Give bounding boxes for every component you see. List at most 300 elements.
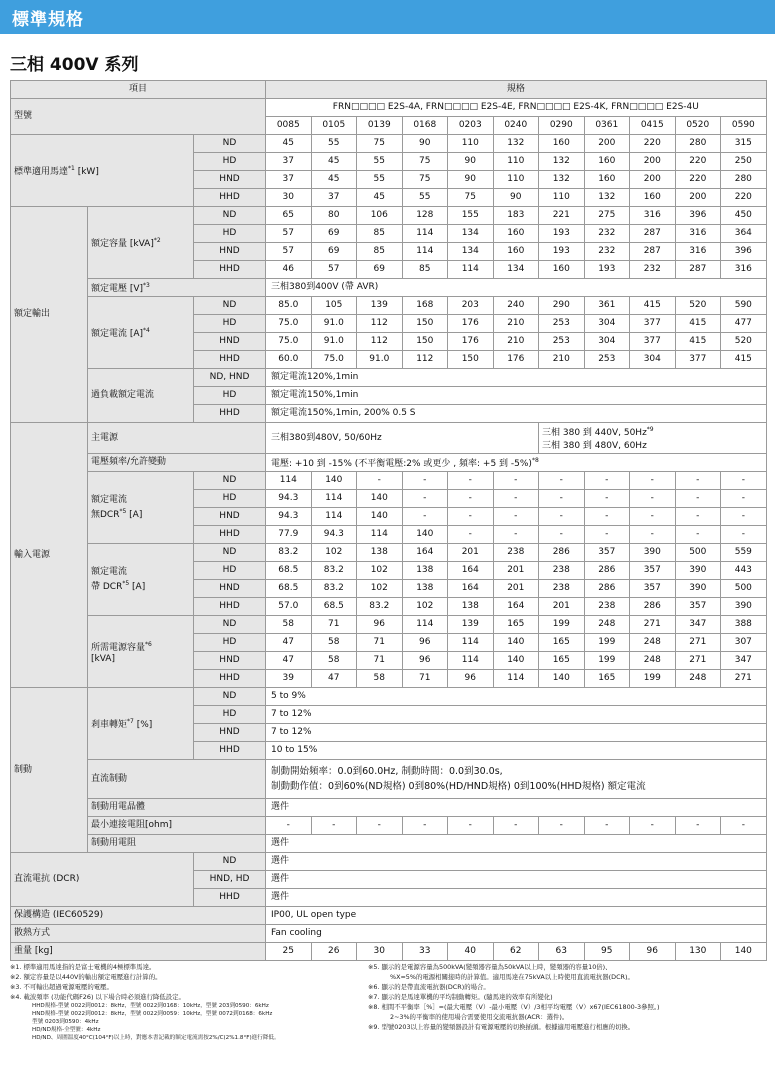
table-cell: - (584, 472, 630, 490)
table-cell: 65 (266, 207, 312, 225)
duty-label: HND (194, 724, 266, 742)
duty-label: HHD (194, 351, 266, 369)
table-cell: 280 (675, 135, 721, 153)
protection-label: 保護構造 (IEC60529) (11, 907, 266, 925)
table-cell: 232 (584, 225, 630, 243)
table-cell: 114 (448, 261, 494, 279)
table-cell: 110 (448, 135, 494, 153)
table-cell: - (493, 472, 539, 490)
weight-label: 重量 [kg] (11, 943, 266, 961)
spec-header: 規格 (266, 81, 767, 99)
overload-hd: 額定電流150%,1min (266, 387, 767, 405)
table-cell: - (357, 817, 403, 835)
table-cell: 102 (357, 562, 403, 580)
duty-label: HND (194, 243, 266, 261)
table-cell: 210 (493, 315, 539, 333)
table-cell: 47 (266, 634, 312, 652)
table-cell: 415 (675, 333, 721, 351)
table-cell: 238 (493, 544, 539, 562)
table-cell: 220 (630, 135, 676, 153)
duty-label: ND (194, 688, 266, 706)
table-cell: 47 (266, 652, 312, 670)
table-cell: 71 (357, 634, 403, 652)
table-cell: - (539, 817, 585, 835)
table-cell: 390 (675, 562, 721, 580)
table-cell: 176 (448, 333, 494, 351)
table-cell: 83.2 (311, 562, 357, 580)
table-cell: 40 (448, 943, 494, 961)
spec-table (10, 80, 767, 961)
duty-label: HHD (194, 261, 266, 279)
table-cell: 132 (539, 153, 585, 171)
dc-braking-label: 直流制動 (88, 760, 266, 799)
protection-value: IP00, UL open type (266, 907, 767, 925)
overload-hhd: 額定電流150%,1min, 200% 0.5 S (266, 405, 767, 423)
req-capacity-label: 所需電源容量$^{*6}$ [kVA] (88, 616, 194, 688)
table-cell: 590 (721, 297, 767, 315)
note-4: ※4. 載波頻率 (功能代碼F26) 以下場合時必須進行降低設定。 (10, 993, 185, 1001)
table-cell: - (630, 472, 676, 490)
table-cell: - (402, 472, 448, 490)
table-cell: 396 (721, 243, 767, 261)
table-cell: 58 (357, 670, 403, 688)
table-cell: 559 (721, 544, 767, 562)
table-cell: 39 (266, 670, 312, 688)
table-cell: 57 (311, 261, 357, 279)
table-cell: 132 (584, 189, 630, 207)
table-cell: 37 (266, 153, 312, 171)
table-cell: 520 (721, 333, 767, 351)
table-cell: 164 (448, 580, 494, 598)
table-cell: 33 (402, 943, 448, 961)
table-cell: 443 (721, 562, 767, 580)
table-cell: 520 (675, 297, 721, 315)
table-cell: 183 (493, 207, 539, 225)
brake-torque-nd: 5 to 9% (266, 688, 767, 706)
duty-label: HND (194, 652, 266, 670)
table-cell: 112 (357, 333, 403, 351)
table-cell: 138 (448, 598, 494, 616)
table-cell: 60.0 (266, 351, 312, 369)
table-cell: 176 (493, 351, 539, 369)
table-cell: 390 (675, 580, 721, 598)
footnotes-right (368, 962, 768, 1032)
table-cell: 37 (311, 189, 357, 207)
table-cell: 94.3 (266, 490, 312, 508)
table-cell: 85 (357, 243, 403, 261)
table-cell: - (584, 490, 630, 508)
duty-label: HHD (194, 889, 266, 907)
table-cell: 304 (584, 315, 630, 333)
table-cell: 102 (357, 580, 403, 598)
table-cell: 388 (721, 616, 767, 634)
table-cell: 114 (493, 670, 539, 688)
table-cell: 62 (493, 943, 539, 961)
duty-label: HD (194, 562, 266, 580)
table-cell: 390 (630, 544, 676, 562)
series-title: 三相 400V 系列 (10, 55, 139, 75)
table-cell: 238 (539, 580, 585, 598)
note-4-line: HHD規格-型號 0022到0012：8kHz，型號 0022到0168：10kHz，型號 203到0590：6kHz (32, 1003, 269, 1009)
table-cell: 200 (630, 153, 676, 171)
table-cell: - (675, 526, 721, 544)
duty-label: ND, HND (194, 369, 266, 387)
table-cell: 200 (584, 135, 630, 153)
table-cell: 220 (721, 189, 767, 207)
table-cell: 203 (448, 297, 494, 315)
table-cell: 160 (539, 261, 585, 279)
note-5-line: %X=5%的電源相關接時的計算值。適用馬達在75kVA以上時使用直流電抗器(DCR)。 (390, 973, 634, 981)
table-cell: - (266, 817, 312, 835)
table-cell: - (493, 817, 539, 835)
table-cell: 75 (402, 153, 448, 171)
table-cell: - (539, 472, 585, 490)
table-cell: 90 (448, 153, 494, 171)
duty-label: HD (194, 706, 266, 724)
table-cell: 91.0 (357, 351, 403, 369)
table-cell: 102 (402, 598, 448, 616)
overload-label: 過負載額定電流 (88, 369, 194, 423)
table-cell: - (402, 490, 448, 508)
table-cell: 364 (721, 225, 767, 243)
table-cell: 57 (266, 225, 312, 243)
table-cell: 280 (721, 171, 767, 189)
table-cell: 160 (539, 135, 585, 153)
table-cell: 45 (311, 171, 357, 189)
main-power-label: 主電源 (88, 423, 266, 454)
table-cell: 315 (721, 135, 767, 153)
table-cell: - (539, 526, 585, 544)
table-cell: 199 (584, 634, 630, 652)
table-cell: 96 (448, 670, 494, 688)
table-cell: 240 (493, 297, 539, 315)
table-cell: 75 (357, 135, 403, 153)
table-cell: - (721, 508, 767, 526)
table-cell: 90 (402, 135, 448, 153)
table-cell: 114 (357, 526, 403, 544)
table-cell: 193 (584, 261, 630, 279)
table-cell: 134 (493, 261, 539, 279)
table-cell: - (721, 472, 767, 490)
table-cell: 75.0 (266, 315, 312, 333)
rated-output-label: 額定輸出 (11, 207, 88, 423)
table-cell: 138 (402, 562, 448, 580)
table-cell: - (630, 508, 676, 526)
table-cell: 90 (448, 171, 494, 189)
table-cell: 0168 (402, 117, 448, 135)
table-cell: 193 (539, 243, 585, 261)
table-cell: 165 (493, 616, 539, 634)
table-cell: 253 (584, 351, 630, 369)
table-cell: 286 (584, 580, 630, 598)
table-cell: 105 (311, 297, 357, 315)
table-cell: 165 (539, 634, 585, 652)
table-cell: 71 (402, 670, 448, 688)
model-series: FRN□□□□ E2S-4A, FRN□□□□ E2S-4E, FRN□□□□ E2S-4K, FRN□□□□ E2S-4U (266, 99, 767, 117)
table-cell: 150 (448, 351, 494, 369)
table-cell: 357 (675, 598, 721, 616)
table-cell: 271 (675, 634, 721, 652)
table-cell: 390 (721, 598, 767, 616)
table-cell: 30 (357, 943, 403, 961)
table-cell: 220 (675, 171, 721, 189)
table-cell: - (584, 508, 630, 526)
std-motor-label: 標準適用馬達$^{*1}$ [kW] (11, 135, 194, 207)
table-cell: 377 (630, 333, 676, 351)
table-cell: 96 (402, 652, 448, 670)
table-cell: 164 (448, 562, 494, 580)
table-cell: 71 (357, 652, 403, 670)
table-cell: - (357, 472, 403, 490)
table-cell: 238 (584, 598, 630, 616)
table-cell: - (584, 817, 630, 835)
table-cell: 0240 (493, 117, 539, 135)
table-cell: 271 (630, 616, 676, 634)
table-cell: 45 (266, 135, 312, 153)
table-cell: 112 (402, 351, 448, 369)
table-cell: 377 (675, 351, 721, 369)
table-cell: - (584, 526, 630, 544)
table-cell: 75 (402, 171, 448, 189)
dc-reactor-nd: 選件 (266, 853, 767, 871)
table-cell: 139 (448, 616, 494, 634)
table-cell: 200 (630, 171, 676, 189)
note-8-line: 2~3%的平衡率的使用場合需要使用交流電抗器(ACR：選件)。 (390, 1013, 569, 1021)
table-cell: 287 (630, 243, 676, 261)
table-cell: 232 (630, 261, 676, 279)
table-cell: 275 (584, 207, 630, 225)
table-cell: 193 (539, 225, 585, 243)
table-cell: 91.0 (311, 315, 357, 333)
table-cell: 160 (493, 243, 539, 261)
table-cell: 201 (448, 544, 494, 562)
table-cell: 90 (493, 189, 539, 207)
table-cell: 0520 (675, 117, 721, 135)
duty-label: ND (194, 135, 266, 153)
note-5: ※5. 顯示的是電源容量為500kVA(變頻器容量為50kVA以上時，變頻器的容量10倍)、 (368, 963, 612, 971)
table-cell: 165 (539, 652, 585, 670)
note-8: ※8. 相間不平衡率［%］=(最大電壓（V）-最小電壓（V）/3相平均電壓（V）x67(IEC61800-3參照。) (368, 1003, 660, 1011)
table-cell: 132 (539, 171, 585, 189)
table-cell: 160 (584, 153, 630, 171)
duty-label: HHD (194, 742, 266, 760)
table-cell: 83.2 (266, 544, 312, 562)
brake-resistor-value: 選件 (266, 835, 767, 853)
table-cell: 199 (630, 670, 676, 688)
table-cell: - (675, 472, 721, 490)
duty-label: HND (194, 171, 266, 189)
table-cell: 58 (266, 616, 312, 634)
note-1: ※1. 標準適用馬達指的是富士電機的4極標準馬達。 (10, 963, 156, 971)
duty-label: HD (194, 634, 266, 652)
duty-label: HHD (194, 189, 266, 207)
table-cell: - (448, 472, 494, 490)
table-cell: 248 (630, 652, 676, 670)
table-cell: 140 (357, 508, 403, 526)
table-cell: 57 (266, 243, 312, 261)
table-cell: 168 (402, 297, 448, 315)
brake-torque-hd: 7 to 12% (266, 706, 767, 724)
table-cell: 132 (493, 135, 539, 153)
table-cell: 114 (311, 508, 357, 526)
duty-label: ND (194, 297, 266, 315)
table-cell: 357 (630, 580, 676, 598)
table-cell: 58 (311, 652, 357, 670)
table-cell: - (675, 490, 721, 508)
table-cell: - (675, 508, 721, 526)
table-cell: 75 (448, 189, 494, 207)
table-cell: 0361 (584, 117, 630, 135)
table-cell: 271 (675, 652, 721, 670)
table-cell: 110 (539, 189, 585, 207)
table-cell: 114 (402, 616, 448, 634)
table-cell: - (630, 817, 676, 835)
brake-torque-label: 剎車轉矩$^{*7}$ [%] (88, 688, 194, 760)
table-cell: 248 (584, 616, 630, 634)
freq-tolerance-label: 電壓頻率/允許變動 (88, 454, 266, 472)
table-cell: 377 (630, 315, 676, 333)
table-cell: 68.5 (266, 562, 312, 580)
table-cell: 220 (675, 153, 721, 171)
table-cell: 0590 (721, 117, 767, 135)
table-cell: 63 (539, 943, 585, 961)
table-cell: 201 (539, 598, 585, 616)
table-cell: 95 (584, 943, 630, 961)
brake-transistor-value: 選件 (266, 799, 767, 817)
duty-label: ND (194, 853, 266, 871)
model-label: 型號 (11, 99, 266, 135)
table-cell: - (675, 817, 721, 835)
table-cell: 0139 (357, 117, 403, 135)
note-6: ※6. 顯示的是帶直流電抗器(DCR)的場合。 (368, 983, 490, 991)
table-cell: 138 (402, 580, 448, 598)
duty-label: HND (194, 333, 266, 351)
table-cell: 96 (357, 616, 403, 634)
table-cell: 140 (357, 490, 403, 508)
table-cell: 47 (311, 670, 357, 688)
table-cell: 316 (721, 261, 767, 279)
table-cell: 26 (311, 943, 357, 961)
table-cell: 304 (584, 333, 630, 351)
table-cell: 71 (311, 616, 357, 634)
note-2: ※2. 額定容量是以440V的輸出額定電壓進行計算的。 (10, 973, 162, 981)
table-cell: 500 (721, 580, 767, 598)
table-cell: 232 (584, 243, 630, 261)
table-cell: 316 (630, 207, 676, 225)
no-dcr-label: 額定電流 無DCR$^{*5}$ [A] (88, 472, 194, 544)
cooling-label: 散熱方式 (11, 925, 266, 943)
table-cell: 134 (448, 225, 494, 243)
table-cell: 286 (539, 544, 585, 562)
table-cell: 199 (539, 616, 585, 634)
table-cell: 68.5 (311, 598, 357, 616)
table-cell: - (311, 817, 357, 835)
table-cell: - (493, 508, 539, 526)
table-cell: 114 (402, 225, 448, 243)
table-cell: 55 (311, 135, 357, 153)
table-cell: 69 (357, 261, 403, 279)
table-cell: 80 (311, 207, 357, 225)
table-cell: 361 (584, 297, 630, 315)
note-7: ※7. 顯示的是馬達單機的平均制動轉矩。(隨馬達的效率有所變化) (368, 993, 553, 1001)
table-cell: 75.0 (311, 351, 357, 369)
rated-voltage-value: 三相380到400V (帶 AVR) (266, 279, 767, 297)
table-cell: 85 (402, 261, 448, 279)
table-cell: 110 (493, 153, 539, 171)
freq-tolerance-value: 電壓: +10 到 -15% (不平衡電壓:2% 或更少 , 頻率: +5 到 -5%)$^{*8}$ (266, 454, 767, 472)
table-cell: - (448, 817, 494, 835)
table-cell: 164 (493, 598, 539, 616)
table-cell: 357 (584, 544, 630, 562)
table-cell: 160 (584, 171, 630, 189)
table-cell: 164 (402, 544, 448, 562)
table-cell: 96 (402, 634, 448, 652)
table-cell: 201 (493, 580, 539, 598)
table-cell: 114 (402, 243, 448, 261)
table-cell: 176 (448, 315, 494, 333)
table-cell: 140 (493, 634, 539, 652)
table-cell: 110 (493, 171, 539, 189)
table-cell: - (721, 490, 767, 508)
note-3: ※3. 不可輸出超過電源電壓的電壓。 (10, 983, 113, 991)
table-cell: 140 (493, 652, 539, 670)
table-cell: 94.3 (311, 526, 357, 544)
duty-label: HD (194, 153, 266, 171)
brake-resistor-label: 制動用電阻 (88, 835, 266, 853)
duty-label: HND (194, 508, 266, 526)
table-cell: 112 (357, 315, 403, 333)
table-cell: - (539, 490, 585, 508)
table-cell: 316 (675, 243, 721, 261)
cooling-value: Fan cooling (266, 925, 767, 943)
table-cell: 0290 (539, 117, 585, 135)
table-cell: 210 (539, 351, 585, 369)
table-cell: 94.3 (266, 508, 312, 526)
table-cell: 114 (311, 490, 357, 508)
table-cell: 68.5 (266, 580, 312, 598)
main-power-left: 三相380到480V, 50/60Hz (266, 423, 539, 454)
duty-label: ND (194, 207, 266, 225)
duty-label: HHD (194, 526, 266, 544)
overload-nd-hnd: 額定電流120%,1min (266, 369, 767, 387)
table-cell: 396 (675, 207, 721, 225)
braking-label: 制動 (11, 688, 88, 853)
table-cell: 130 (675, 943, 721, 961)
brake-torque-hhd: 10 to 15% (266, 742, 767, 760)
table-cell: 500 (675, 544, 721, 562)
table-cell: 55 (357, 153, 403, 171)
table-cell: 248 (675, 670, 721, 688)
table-cell: 0085 (266, 117, 312, 135)
input-power-label: 輸入電源 (11, 423, 88, 688)
table-cell: 248 (630, 634, 676, 652)
table-cell: 347 (675, 616, 721, 634)
table-cell: - (448, 526, 494, 544)
table-cell: 286 (584, 562, 630, 580)
table-cell: 55 (357, 171, 403, 189)
table-cell: 307 (721, 634, 767, 652)
table-cell: 37 (266, 171, 312, 189)
note-4-line: 型號 0203到0590：4kHz (32, 1019, 99, 1025)
dc-reactor-hnd-hd: 選件 (266, 871, 767, 889)
table-cell: - (493, 526, 539, 544)
rated-voltage-label: 額定電壓 $[V]^{*3}$ (88, 279, 266, 297)
table-cell: 415 (721, 351, 767, 369)
table-cell: 150 (402, 333, 448, 351)
table-cell: 69 (311, 225, 357, 243)
table-cell: 138 (357, 544, 403, 562)
table-cell: 221 (539, 207, 585, 225)
